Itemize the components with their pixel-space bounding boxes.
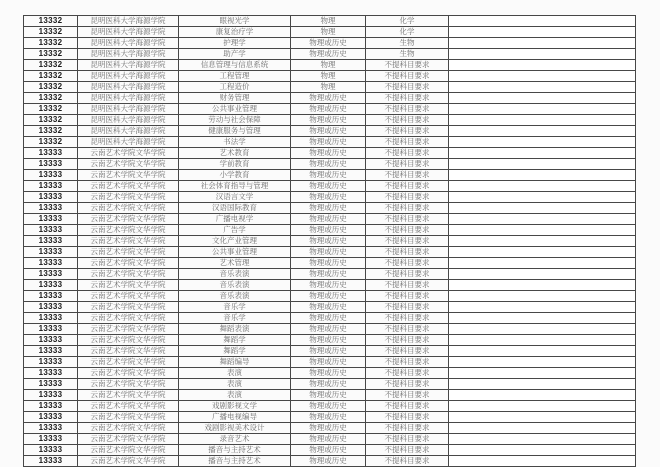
requirement-cell: 不提科目要求 — [366, 313, 449, 324]
requirement-cell: 不提科目要求 — [366, 335, 449, 346]
code-cell: 13333 — [24, 192, 78, 203]
first-subject-cell: 物理或历史 — [291, 159, 366, 170]
remark-cell — [449, 214, 636, 225]
requirement-cell: 不提科目要求 — [366, 71, 449, 82]
table-row — [24, 313, 636, 324]
first-subject-cell: 物理或历史 — [291, 280, 366, 291]
major-cell: 戏剧影视美术设计 — [179, 423, 291, 434]
first-subject-cell: 物理或历史 — [291, 126, 366, 137]
university-cell: 昆明医科大学海源学院 — [78, 126, 179, 137]
requirement-cell: 不提科目要求 — [366, 280, 449, 291]
requirement-cell: 不提科目要求 — [366, 456, 449, 467]
remark-cell — [449, 126, 636, 137]
first-subject-cell: 物理或历史 — [291, 258, 366, 269]
requirement-cell: 化学 — [366, 16, 449, 27]
code-cell: 13332 — [24, 16, 78, 27]
code-cell: 13333 — [24, 280, 78, 291]
first-subject-cell: 物理或历史 — [291, 225, 366, 236]
requirement-cell: 不提科目要求 — [366, 236, 449, 247]
code-cell: 13332 — [24, 38, 78, 49]
first-subject-cell: 物理或历史 — [291, 335, 366, 346]
first-subject-cell: 物理或历史 — [291, 115, 366, 126]
code-cell: 13333 — [24, 313, 78, 324]
university-cell: 云南艺术学院文华学院 — [78, 346, 179, 357]
university-cell: 云南艺术学院文华学院 — [78, 335, 179, 346]
first-subject-cell: 物理或历史 — [291, 148, 366, 159]
code-cell: 13332 — [24, 71, 78, 82]
requirement-cell: 不提科目要求 — [366, 126, 449, 137]
code-cell: 13332 — [24, 137, 78, 148]
university-cell: 昆明医科大学海源学院 — [78, 27, 179, 38]
university-cell: 昆明医科大学海源学院 — [78, 104, 179, 115]
university-cell: 云南艺术学院文华学院 — [78, 434, 179, 445]
university-cell: 昆明医科大学海源学院 — [78, 82, 179, 93]
remark-cell — [449, 247, 636, 258]
major-cell: 播音与主持艺术 — [179, 445, 291, 456]
subject-requirements-table — [23, 15, 636, 467]
university-cell: 云南艺术学院文华学院 — [78, 181, 179, 192]
code-cell: 13333 — [24, 269, 78, 280]
code-cell: 13332 — [24, 27, 78, 38]
first-subject-cell: 物理或历史 — [291, 456, 366, 467]
major-cell: 学前教育 — [179, 159, 291, 170]
university-cell: 昆明医科大学海源学院 — [78, 71, 179, 82]
major-cell: 康复治疗学 — [179, 27, 291, 38]
requirement-cell: 不提科目要求 — [366, 93, 449, 104]
table-row — [24, 214, 636, 225]
first-subject-cell: 物理或历史 — [291, 137, 366, 148]
table-row — [24, 170, 636, 181]
major-cell: 健康服务与管理 — [179, 126, 291, 137]
university-cell: 云南艺术学院文华学院 — [78, 412, 179, 423]
requirement-cell: 不提科目要求 — [366, 302, 449, 313]
code-cell: 13333 — [24, 390, 78, 401]
remark-cell — [449, 269, 636, 280]
code-cell: 13333 — [24, 236, 78, 247]
table-row — [24, 82, 636, 93]
table-row — [24, 93, 636, 104]
major-cell: 财务管理 — [179, 93, 291, 104]
code-cell: 13333 — [24, 258, 78, 269]
code-cell: 13333 — [24, 291, 78, 302]
code-cell: 13332 — [24, 82, 78, 93]
code-cell: 13333 — [24, 335, 78, 346]
code-cell: 13332 — [24, 60, 78, 71]
remark-cell — [449, 258, 636, 269]
university-cell: 云南艺术学院文华学院 — [78, 368, 179, 379]
code-cell: 13333 — [24, 368, 78, 379]
university-cell: 云南艺术学院文华学院 — [78, 225, 179, 236]
remark-cell — [449, 434, 636, 445]
requirement-cell: 不提科目要求 — [366, 390, 449, 401]
first-subject-cell: 物理或历史 — [291, 170, 366, 181]
university-cell: 云南艺术学院文华学院 — [78, 159, 179, 170]
requirement-cell: 不提科目要求 — [366, 137, 449, 148]
university-cell: 云南艺术学院文华学院 — [78, 302, 179, 313]
requirement-cell: 不提科目要求 — [366, 104, 449, 115]
requirement-cell: 不提科目要求 — [366, 192, 449, 203]
table-row — [24, 357, 636, 368]
remark-cell — [449, 445, 636, 456]
requirement-cell: 不提科目要求 — [366, 445, 449, 456]
major-cell: 舞蹈表演 — [179, 324, 291, 335]
code-cell: 13333 — [24, 401, 78, 412]
major-cell: 广告学 — [179, 225, 291, 236]
code-cell: 13333 — [24, 456, 78, 467]
remark-cell — [449, 148, 636, 159]
university-cell: 昆明医科大学海源学院 — [78, 60, 179, 71]
remark-cell — [449, 412, 636, 423]
major-cell: 表演 — [179, 390, 291, 401]
first-subject-cell: 物理或历史 — [291, 346, 366, 357]
table-row — [24, 401, 636, 412]
subject-requirements-sheet — [23, 15, 636, 467]
first-subject-cell: 物理或历史 — [291, 324, 366, 335]
university-cell: 昆明医科大学海源学院 — [78, 49, 179, 60]
university-cell: 云南艺术学院文华学院 — [78, 170, 179, 181]
table-row — [24, 159, 636, 170]
requirement-cell: 不提科目要求 — [366, 324, 449, 335]
table-row — [24, 16, 636, 27]
code-cell: 13333 — [24, 412, 78, 423]
university-cell: 昆明医科大学海源学院 — [78, 16, 179, 27]
remark-cell — [449, 93, 636, 104]
code-cell: 13333 — [24, 346, 78, 357]
requirement-cell: 不提科目要求 — [366, 368, 449, 379]
requirement-cell: 不提科目要求 — [366, 214, 449, 225]
major-cell: 艺术教育 — [179, 148, 291, 159]
major-cell: 广播电视学 — [179, 214, 291, 225]
requirement-cell: 不提科目要求 — [366, 60, 449, 71]
table-row — [24, 335, 636, 346]
major-cell: 戏剧影视文学 — [179, 401, 291, 412]
first-subject-cell: 物理 — [291, 60, 366, 71]
requirement-cell: 不提科目要求 — [366, 357, 449, 368]
first-subject-cell: 物理或历史 — [291, 38, 366, 49]
table-row — [24, 181, 636, 192]
table-row — [24, 115, 636, 126]
table-row — [24, 104, 636, 115]
major-cell: 公共事业管理 — [179, 247, 291, 258]
major-cell: 舞蹈编导 — [179, 357, 291, 368]
table-row — [24, 148, 636, 159]
university-cell: 云南艺术学院文华学院 — [78, 192, 179, 203]
remark-cell — [449, 203, 636, 214]
code-cell: 13333 — [24, 434, 78, 445]
university-cell: 云南艺术学院文华学院 — [78, 423, 179, 434]
requirement-cell: 不提科目要求 — [366, 82, 449, 93]
major-cell: 助产学 — [179, 49, 291, 60]
first-subject-cell: 物理或历史 — [291, 93, 366, 104]
major-cell: 工程管理 — [179, 71, 291, 82]
remark-cell — [449, 192, 636, 203]
major-cell: 舞蹈学 — [179, 335, 291, 346]
major-cell: 广播电视编导 — [179, 412, 291, 423]
university-cell: 云南艺术学院文华学院 — [78, 291, 179, 302]
table-row — [24, 258, 636, 269]
first-subject-cell: 物理或历史 — [291, 203, 366, 214]
major-cell: 公共事业管理 — [179, 104, 291, 115]
university-cell: 云南艺术学院文华学院 — [78, 247, 179, 258]
university-cell: 云南艺术学院文华学院 — [78, 379, 179, 390]
remark-cell — [449, 379, 636, 390]
table-row — [24, 269, 636, 280]
major-cell: 小学教育 — [179, 170, 291, 181]
requirement-cell: 不提科目要求 — [366, 346, 449, 357]
remark-cell — [449, 357, 636, 368]
first-subject-cell: 物理或历史 — [291, 302, 366, 313]
requirement-cell: 不提科目要求 — [366, 291, 449, 302]
university-cell: 云南艺术学院文华学院 — [78, 236, 179, 247]
requirement-cell: 生物 — [366, 38, 449, 49]
remark-cell — [449, 225, 636, 236]
requirement-cell: 生物 — [366, 49, 449, 60]
remark-cell — [449, 335, 636, 346]
university-cell: 云南艺术学院文华学院 — [78, 445, 179, 456]
first-subject-cell: 物理或历史 — [291, 434, 366, 445]
first-subject-cell: 物理或历史 — [291, 104, 366, 115]
remark-cell — [449, 401, 636, 412]
first-subject-cell: 物理或历史 — [291, 291, 366, 302]
university-cell: 云南艺术学院文华学院 — [78, 401, 179, 412]
first-subject-cell: 物理或历史 — [291, 445, 366, 456]
major-cell: 工程造价 — [179, 82, 291, 93]
remark-cell — [449, 137, 636, 148]
university-cell: 云南艺术学院文华学院 — [78, 280, 179, 291]
remark-cell — [449, 49, 636, 60]
code-cell: 13333 — [24, 423, 78, 434]
major-cell: 舞蹈学 — [179, 346, 291, 357]
remark-cell — [449, 313, 636, 324]
code-cell: 13333 — [24, 159, 78, 170]
major-cell: 汉语国际教育 — [179, 203, 291, 214]
university-cell: 昆明医科大学海源学院 — [78, 115, 179, 126]
table-row — [24, 456, 636, 467]
table-row — [24, 49, 636, 60]
table-row — [24, 379, 636, 390]
major-cell: 音乐表演 — [179, 269, 291, 280]
university-cell: 云南艺术学院文华学院 — [78, 390, 179, 401]
remark-cell — [449, 38, 636, 49]
code-cell: 13333 — [24, 170, 78, 181]
table-row — [24, 137, 636, 148]
table-row — [24, 203, 636, 214]
code-cell: 13333 — [24, 302, 78, 313]
code-cell: 13333 — [24, 247, 78, 258]
table-row — [24, 38, 636, 49]
table-row — [24, 434, 636, 445]
first-subject-cell: 物理或历史 — [291, 269, 366, 280]
first-subject-cell: 物理或历史 — [291, 379, 366, 390]
first-subject-cell: 物理或历史 — [291, 313, 366, 324]
requirement-cell: 化学 — [366, 27, 449, 38]
first-subject-cell: 物理或历史 — [291, 401, 366, 412]
remark-cell — [449, 16, 636, 27]
university-cell: 云南艺术学院文华学院 — [78, 258, 179, 269]
university-cell: 昆明医科大学海源学院 — [78, 38, 179, 49]
major-cell: 文化产业管理 — [179, 236, 291, 247]
requirement-cell: 不提科目要求 — [366, 269, 449, 280]
requirement-cell: 不提科目要求 — [366, 412, 449, 423]
table-row — [24, 225, 636, 236]
code-cell: 13332 — [24, 49, 78, 60]
major-cell: 社会体育指导与管理 — [179, 181, 291, 192]
remark-cell — [449, 170, 636, 181]
requirement-cell: 不提科目要求 — [366, 247, 449, 258]
major-cell: 音乐学 — [179, 313, 291, 324]
code-cell: 13333 — [24, 324, 78, 335]
table-row — [24, 368, 636, 379]
major-cell: 眼视光学 — [179, 16, 291, 27]
remark-cell — [449, 291, 636, 302]
code-cell: 13333 — [24, 181, 78, 192]
requirement-cell: 不提科目要求 — [366, 170, 449, 181]
table-row — [24, 423, 636, 434]
remark-cell — [449, 236, 636, 247]
first-subject-cell: 物理 — [291, 16, 366, 27]
major-cell: 音乐表演 — [179, 291, 291, 302]
remark-cell — [449, 27, 636, 38]
requirement-cell: 不提科目要求 — [366, 258, 449, 269]
table-row — [24, 27, 636, 38]
table-row — [24, 126, 636, 137]
university-cell: 昆明医科大学海源学院 — [78, 137, 179, 148]
table-row — [24, 247, 636, 258]
code-cell: 13332 — [24, 115, 78, 126]
first-subject-cell: 物理或历史 — [291, 390, 366, 401]
table-row — [24, 60, 636, 71]
remark-cell — [449, 60, 636, 71]
first-subject-cell: 物理或历史 — [291, 214, 366, 225]
first-subject-cell: 物理或历史 — [291, 423, 366, 434]
code-cell: 13333 — [24, 225, 78, 236]
code-cell: 13332 — [24, 93, 78, 104]
table-row — [24, 390, 636, 401]
first-subject-cell: 物理或历史 — [291, 49, 366, 60]
code-cell: 13333 — [24, 148, 78, 159]
first-subject-cell: 物理或历史 — [291, 368, 366, 379]
remark-cell — [449, 324, 636, 335]
table-row — [24, 412, 636, 423]
table-row — [24, 346, 636, 357]
university-cell: 云南艺术学院文华学院 — [78, 269, 179, 280]
code-cell: 13333 — [24, 379, 78, 390]
remark-cell — [449, 159, 636, 170]
first-subject-cell: 物理或历史 — [291, 181, 366, 192]
table-row — [24, 236, 636, 247]
code-cell: 13332 — [24, 104, 78, 115]
major-cell: 录音艺术 — [179, 434, 291, 445]
remark-cell — [449, 346, 636, 357]
major-cell: 艺术管理 — [179, 258, 291, 269]
major-cell: 播音与主持艺术 — [179, 456, 291, 467]
requirement-cell: 不提科目要求 — [366, 181, 449, 192]
major-cell: 表演 — [179, 379, 291, 390]
major-cell: 汉语言文学 — [179, 192, 291, 203]
table-body — [24, 16, 636, 467]
major-cell: 信息管理与信息系统 — [179, 60, 291, 71]
university-cell: 云南艺术学院文华学院 — [78, 456, 179, 467]
remark-cell — [449, 302, 636, 313]
remark-cell — [449, 115, 636, 126]
requirement-cell: 不提科目要求 — [366, 434, 449, 445]
university-cell: 云南艺术学院文华学院 — [78, 203, 179, 214]
major-cell: 表演 — [179, 368, 291, 379]
remark-cell — [449, 456, 636, 467]
major-cell: 劳动与社会保障 — [179, 115, 291, 126]
first-subject-cell: 物理或历史 — [291, 247, 366, 258]
first-subject-cell: 物理或历史 — [291, 192, 366, 203]
remark-cell — [449, 423, 636, 434]
table-row — [24, 280, 636, 291]
table-row — [24, 324, 636, 335]
remark-cell — [449, 390, 636, 401]
major-cell: 护理学 — [179, 38, 291, 49]
remark-cell — [449, 368, 636, 379]
table-row — [24, 71, 636, 82]
first-subject-cell: 物理或历史 — [291, 357, 366, 368]
table-row — [24, 445, 636, 456]
code-cell: 13332 — [24, 126, 78, 137]
university-cell: 云南艺术学院文华学院 — [78, 357, 179, 368]
university-cell: 云南艺术学院文华学院 — [78, 214, 179, 225]
first-subject-cell: 物理或历史 — [291, 412, 366, 423]
university-cell: 云南艺术学院文华学院 — [78, 148, 179, 159]
requirement-cell: 不提科目要求 — [366, 379, 449, 390]
remark-cell — [449, 181, 636, 192]
table-row — [24, 291, 636, 302]
requirement-cell: 不提科目要求 — [366, 423, 449, 434]
requirement-cell: 不提科目要求 — [366, 148, 449, 159]
code-cell: 13333 — [24, 357, 78, 368]
major-cell: 音乐学 — [179, 302, 291, 313]
requirement-cell: 不提科目要求 — [366, 225, 449, 236]
remark-cell — [449, 104, 636, 115]
university-cell: 云南艺术学院文华学院 — [78, 313, 179, 324]
university-cell: 昆明医科大学海源学院 — [78, 93, 179, 104]
code-cell: 13333 — [24, 214, 78, 225]
first-subject-cell: 物理 — [291, 71, 366, 82]
remark-cell — [449, 280, 636, 291]
major-cell: 书法学 — [179, 137, 291, 148]
first-subject-cell: 物理或历史 — [291, 236, 366, 247]
requirement-cell: 不提科目要求 — [366, 115, 449, 126]
requirement-cell: 不提科目要求 — [366, 203, 449, 214]
table-row — [24, 192, 636, 203]
code-cell: 13333 — [24, 203, 78, 214]
code-cell: 13333 — [24, 445, 78, 456]
university-cell: 云南艺术学院文华学院 — [78, 324, 179, 335]
requirement-cell: 不提科目要求 — [366, 401, 449, 412]
remark-cell — [449, 71, 636, 82]
first-subject-cell: 物理 — [291, 27, 366, 38]
table-row — [24, 302, 636, 313]
remark-cell — [449, 82, 636, 93]
major-cell: 音乐表演 — [179, 280, 291, 291]
first-subject-cell: 物理 — [291, 82, 366, 93]
requirement-cell: 不提科目要求 — [366, 159, 449, 170]
